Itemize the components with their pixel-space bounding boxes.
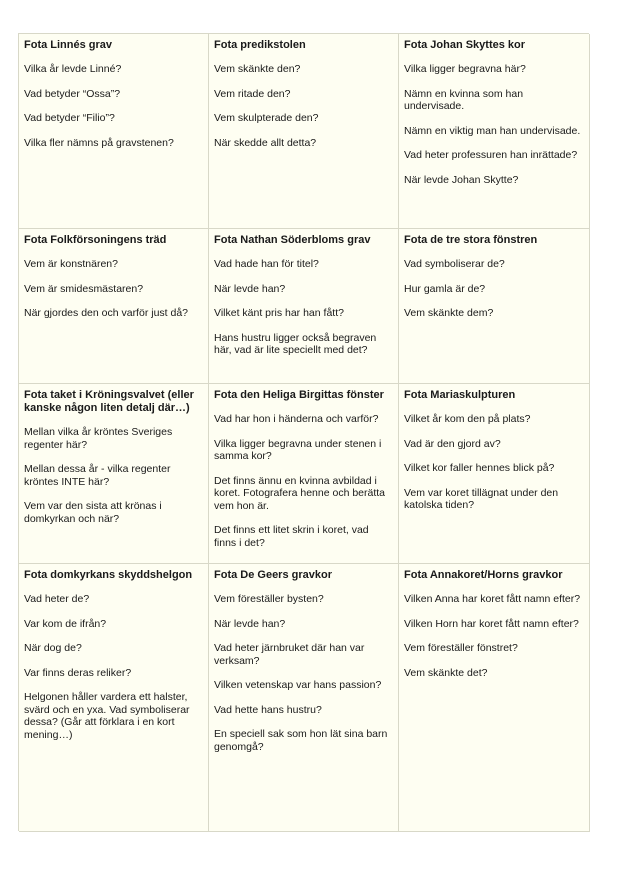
question: Vilka år levde Linné? bbox=[24, 63, 122, 75]
question: Vilken Horn har koret fått namn efter? bbox=[404, 617, 579, 630]
cell-title: Fota Folkförsoningens träd bbox=[24, 234, 167, 246]
cell-title: Fota Johan Skyttes kor bbox=[404, 39, 526, 51]
cell-title: Fota domkyrkans skyddshelgon bbox=[24, 569, 193, 581]
question: Vad symboliserar de? bbox=[404, 258, 505, 270]
question: Vem föreställer bysten? bbox=[214, 593, 324, 605]
task-cell-johan-skyttes-kor bbox=[399, 34, 590, 229]
question: När levde han? bbox=[214, 617, 286, 630]
question: Det finns ett litet skrin i koret, vad finns i det? bbox=[214, 524, 369, 549]
question: När dog de? bbox=[24, 642, 82, 654]
task-cell-predikstolen bbox=[209, 34, 399, 229]
question: När levde han? bbox=[214, 282, 286, 295]
question: När gjordes den och varför just då? bbox=[24, 307, 189, 319]
question: Vem var den sista att krönas i domkyrkan och när? bbox=[24, 500, 162, 525]
question: Vem ritade den? bbox=[214, 87, 291, 100]
question: Mellan dessa år - vilka regenter kröntes INTE här? bbox=[24, 463, 171, 488]
task-cell-birgittas-fonster bbox=[209, 384, 399, 564]
question: Vad heter professuren han inrättade? bbox=[404, 149, 578, 161]
question: Vem är smidesmästaren? bbox=[24, 282, 144, 295]
question: Vad betyder “Ossa”? bbox=[24, 87, 121, 100]
question: Vem skänkte det? bbox=[404, 666, 488, 679]
question: Vad är den gjord av? bbox=[404, 437, 501, 450]
question: Vem är konstnären? bbox=[24, 258, 118, 270]
cell-title: Fota den Heliga Birgittas fönster bbox=[214, 389, 384, 401]
question: Vem skänkte dem? bbox=[404, 307, 494, 319]
question: Vilka fler nämns på gravstenen? bbox=[24, 136, 174, 149]
cell-title: Fota Linnés grav bbox=[24, 39, 113, 51]
question: Vad hette hans hustru? bbox=[214, 703, 322, 716]
cell-title: Fota De Geers gravkor bbox=[214, 569, 332, 581]
task-cell-tre-stora-fonstren bbox=[399, 229, 590, 384]
cell-title: Fota de tre stora fönstren bbox=[404, 234, 538, 246]
question: Nämn en viktig man han undervisade. bbox=[404, 124, 581, 137]
question: Mellan vilka år kröntes Sveriges regenter här? bbox=[24, 426, 173, 451]
question: Vem skänkte den? bbox=[214, 63, 301, 75]
question: Vilka ligger begravna under stenen i samma kor? bbox=[214, 437, 382, 462]
task-grid bbox=[18, 33, 589, 831]
task-cell-de-geers-gravkor bbox=[209, 564, 399, 832]
task-cell-folkforsoningens-trad bbox=[19, 229, 209, 384]
cell-title: Fota Nathan Söderbloms grav bbox=[214, 234, 371, 246]
question: Vilket känt pris har han fått? bbox=[214, 307, 344, 319]
question: Vilka ligger begravna här? bbox=[404, 63, 526, 75]
task-cell-annakoret-horns-gravkor bbox=[399, 564, 590, 832]
question: Det finns ännu en kvinna avbildad i koret. Fotografera henne och berätta vem hon är. bbox=[214, 474, 386, 512]
cell-title: Fota taket i Kröningsvalvet (eller kanske någon liten detalj där…) bbox=[24, 389, 194, 414]
question: Vad betyder “Filio”? bbox=[24, 112, 115, 124]
question: Var kom de ifrån? bbox=[24, 617, 107, 630]
question: Vem föreställer fönstret? bbox=[404, 642, 518, 654]
question: Nämn en kvinna som han undervisade. bbox=[404, 87, 524, 112]
task-cell-linnes-grav bbox=[19, 34, 209, 229]
question: Vad har hon i händerna och varför? bbox=[214, 413, 379, 425]
question: Vad heter järnbruket där han var verksam? bbox=[214, 642, 365, 667]
question: När levde Johan Skytte? bbox=[404, 173, 519, 186]
question: Vilken vetenskap var hans passion? bbox=[214, 679, 382, 691]
question: Vad heter de? bbox=[24, 593, 90, 605]
question: Vilket år kom den på plats? bbox=[404, 413, 531, 425]
task-cell-skyddshelgon bbox=[19, 564, 209, 832]
task-cell-kroningsvalvet bbox=[19, 384, 209, 564]
question: När skedde allt detta? bbox=[214, 136, 317, 149]
question: Vilken Anna har koret fått namn efter? bbox=[404, 593, 581, 605]
cell-title: Fota predikstolen bbox=[214, 39, 306, 51]
cell-title: Fota Mariaskulpturen bbox=[404, 389, 516, 401]
question: Vilket kor faller hennes blick på? bbox=[404, 462, 555, 474]
task-cell-mariaskulpturen bbox=[399, 384, 590, 564]
question: Vem var koret tillägnat under den katolska tiden? bbox=[404, 486, 559, 511]
question: Vad hade han för titel? bbox=[214, 258, 319, 270]
question: Var finns deras reliker? bbox=[24, 666, 132, 679]
question: Vem skulpterade den? bbox=[214, 112, 319, 124]
question: Hur gamla är de? bbox=[404, 282, 486, 295]
question: En speciell sak som hon lät sina barn genomgå? bbox=[214, 728, 388, 753]
question: Helgonen håller vardera ett halster, svärd och en yxa. Vad symboliserar dessa? (Går att förklara i en kort mening…) bbox=[24, 691, 190, 741]
cell-title: Fota Annakoret/Horns gravkor bbox=[404, 569, 563, 581]
question: Hans hustru ligger också begraven här, vad är lite speciellt med det? bbox=[214, 331, 377, 356]
task-cell-nathan-soderbloms-grav bbox=[209, 229, 399, 384]
